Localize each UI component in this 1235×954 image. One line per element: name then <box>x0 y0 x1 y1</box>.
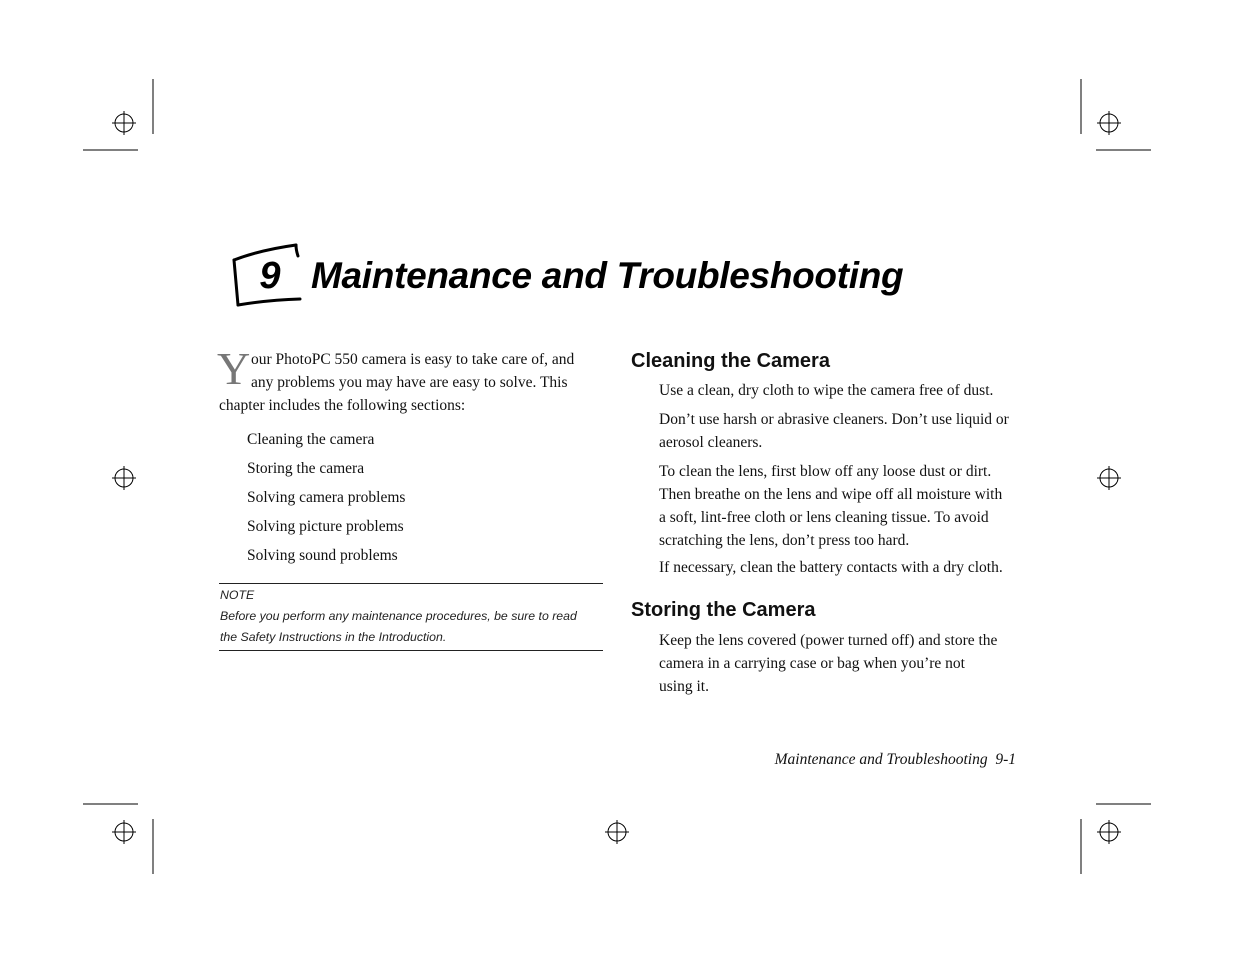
text-line: using it. <box>659 678 709 695</box>
registration-mark-icon <box>1097 466 1121 490</box>
registration-mark-icon <box>1097 111 1121 135</box>
text-line: To clean the lens, first blow off any loose dust or dirt. <box>659 463 992 480</box>
text-line: Then breathe on the lens and wipe off all moisture with <box>659 486 1003 503</box>
paragraph <box>659 556 1029 579</box>
text-line: Don’t use harsh or abrasive cleaners. Don’t use liquid or <box>659 411 1009 428</box>
list-item: Storing the camera <box>247 460 365 477</box>
registration-mark-icon <box>112 466 136 490</box>
page-number: 9-1 <box>995 751 1016 768</box>
sections-list <box>247 428 405 573</box>
note-text-line: Before you perform any maintenance procedures, be sure to read <box>220 609 577 623</box>
list-item: Solving picture problems <box>247 518 404 535</box>
drop-cap: Y <box>217 343 251 394</box>
chapter-title: Maintenance and Troubleshooting <box>311 255 904 296</box>
page-footer <box>700 748 1016 772</box>
note-divider <box>219 650 603 651</box>
running-title: Maintenance and Troubleshooting <box>774 751 988 768</box>
text-line: Keep the lens covered (power turned off) and store the <box>659 632 998 649</box>
paragraph <box>659 379 1029 402</box>
intro-line: any problems you may have are easy to solve. This <box>251 374 568 391</box>
registration-mark-icon <box>1097 820 1121 844</box>
note-text-line: the Safety Instructions in the Introduction. <box>220 630 447 644</box>
registration-mark-icon <box>605 820 629 844</box>
list-item: Solving sound problems <box>247 547 398 564</box>
intro-line: chapter includes the following sections: <box>219 397 466 414</box>
chapter-number: 9 <box>259 255 281 297</box>
text-line: aerosol cleaners. <box>659 434 763 451</box>
text-line: a soft, lint-free cloth or lens cleaning tissue. To avoid <box>659 509 989 526</box>
list-item: Solving camera problems <box>247 489 406 506</box>
registration-mark-icon <box>112 111 136 135</box>
note-label: NOTE <box>220 588 255 602</box>
intro-line: our PhotoPC 550 camera is easy to take care of, and <box>251 351 575 368</box>
note-box <box>220 585 606 648</box>
text-line: Use a clean, dry cloth to wipe the camera free of dust. <box>659 382 994 399</box>
note-divider <box>219 583 603 584</box>
paragraph <box>659 629 1029 698</box>
paragraph <box>659 460 1029 552</box>
list-item: Cleaning the camera <box>247 431 375 448</box>
text-line: If necessary, clean the battery contacts with a dry cloth. <box>659 559 1003 576</box>
text-line: camera in a carrying case or bag when you’re not <box>659 655 965 672</box>
text-line: scratching the lens, don’t press too hard. <box>659 532 910 549</box>
registration-mark-icon <box>112 820 136 844</box>
section-heading-storing: Storing the Camera <box>631 599 816 621</box>
paragraph <box>659 408 1029 454</box>
section-heading-cleaning: Cleaning the Camera <box>631 350 830 372</box>
